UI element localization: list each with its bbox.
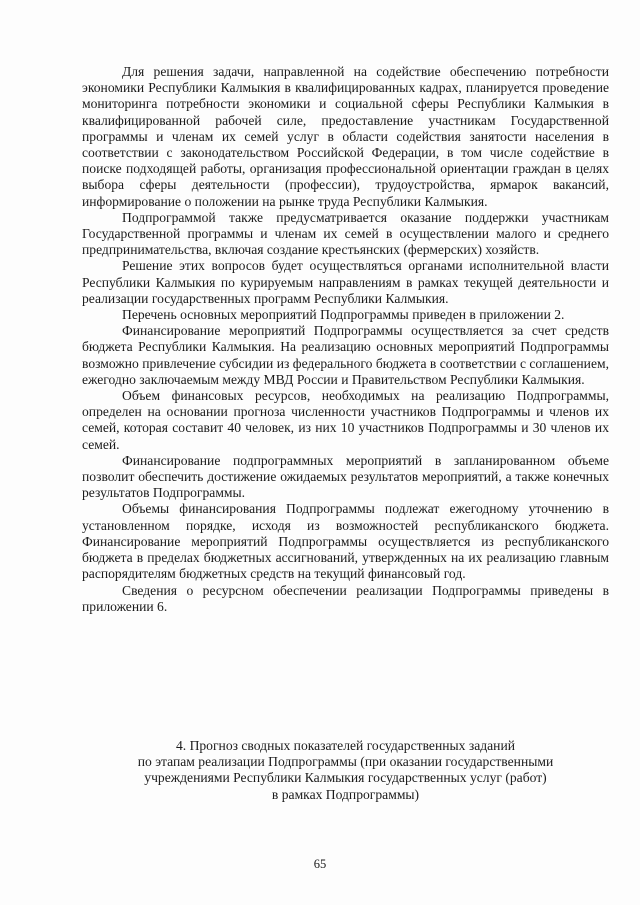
page-number: 65 <box>313 857 327 871</box>
section-heading-line: по этапам реализации Подпрограммы (при оказании государственными <box>137 754 554 770</box>
section-heading-line: учреждениями Республики Калмыкия государственных услуг (работ) <box>144 770 547 786</box>
body-text <box>82 64 609 615</box>
section-heading-line: 4. Прогноз сводных показателей государственных заданий <box>175 738 516 753</box>
paragraph: Для решения задачи, направленной на содействие обеспечению потребности экономики Республики Калмыкия в квалифицированных кадрах, планируется проведение мониторинга потребности экономики и социальной сферы Республики Калмыкия в квалифицированной рабочей силе, предоставление участникам Государственной программы и членам их семей услуг в области содействия занятости населения в соответствии с законодательством Российской Федерации, в том числе содействие в поиске подходящей работы, организация профессиональной ориентации граждан в целях выбора сферы деятельности (профессии), трудоустройства, ярмарок вакансий, информирование о положении на рынке труда Республики Калмыкия. <box>82 64 609 209</box>
section-heading-line: в рамках Подпрограммы) <box>271 786 420 802</box>
paragraph: Финансирование мероприятий Подпрограммы осуществляется за счет средств бюджета Республики Калмыкия. На реализацию основных мероприятий Подпрограммы возможно привлечение субсидии из федерального бюджета в соответствии с соглашением, ежегодно заключаемым между МВД России и Правительством Республики Калмыкия. <box>82 323 609 387</box>
paragraph: Объем финансовых ресурсов, необходимых на реализацию Подпрограммы, определен на основании прогноза численности участников Подпрограммы и членов их семей, которая составит 40 человек, из них 10 участников Подпрограммы и 30 членов их семей. <box>82 388 609 452</box>
section-heading <box>82 738 609 803</box>
paragraph: Подпрограммой также предусматривается оказание поддержки участникам Государственной программы и членам их семей в осуществлении малого и среднего предпринимательства, включая создание крестьянских (фермерских) хозяйств. <box>82 209 609 258</box>
paragraph: Перечень основных мероприятий Подпрограммы приведен в приложении 2. <box>122 307 565 323</box>
paragraph: Сведения о ресурсном обеспечении реализации Подпрограммы приведены в приложении 6. <box>82 582 609 614</box>
paragraph: Финансирование подпрограммных мероприятий в запланированном объеме позволит обеспечить достижение ожидаемых результатов мероприятий, а также конечных результатов Подпрограммы. <box>82 452 609 501</box>
paragraph: Решение этих вопросов будет осуществляться органами исполнительной власти Республики Калмыкия по курируемым направлениям в рамках текущей деятельности и реализации государственных программ Республики Калмыкия. <box>82 258 609 306</box>
paragraph: Объемы финансирования Подпрограммы подлежат ежегодному уточнению в установленном порядке, исходя из возможностей республиканского бюджета. Финансирование мероприятий Подпрограммы осуществляется из республиканского бюджета в пределах бюджетных ассигнований, утвержденных на их реализацию главным распорядителям бюджетных средств на текущий финансовый год. <box>82 501 609 582</box>
